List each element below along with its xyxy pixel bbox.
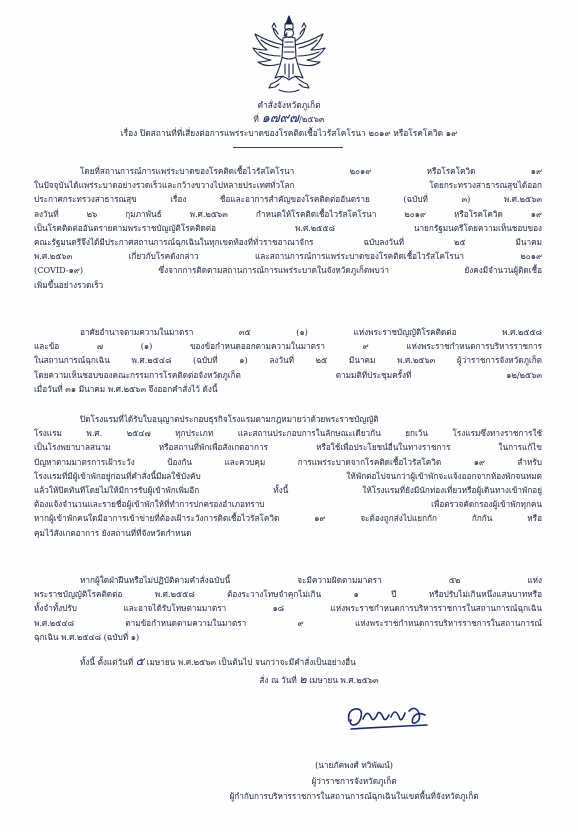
paragraph-line: ในปัจจุบันได้แพร่ระบาดอย่างรวดเร็วและกว้างขวางไปหลายประเทศทั่วโลก โดยกระทรวงสาธารณสุขได้ออก [34, 180, 542, 191]
paragraph-line: พ.ศ.๒๕๖๓ เกี่ยวกับโรคดังกล่าว และสถานการณ์การแพร่ระบาดของโรคติดเชื้อไวรัสโคโรนา ๒๐๑๙ [34, 251, 542, 262]
effective-date [80, 655, 540, 669]
issue-date [0, 673, 578, 687]
paragraph-line: ในสถานการณ์ฉุกเฉิน พ.ศ.๒๕๔๘ (ฉบับที่ ๑) ลงวันที่ ๒๕ มีนาคม พ.ศ.๒๕๖๓ ผู้ว่าราชการจังหวัดภูเก็ต [34, 355, 542, 366]
paragraph-line: เมื่อวันที่ ๓๑ มีนาคม พ.ศ.๒๕๖๓ จึงออกคำสั่งไว้ ดังนี้ [34, 383, 218, 394]
paragraph-line: ปัญหาตามมาตรการเฝ้าระวัง ป้องกัน และควบคุม การแพร่ระบาดจากโรคติดเชื้อไวรัสโควิด ๑๙ สำหรับ [34, 456, 542, 467]
paragraph-penalty [34, 573, 542, 644]
paragraph-line: อาศัยอำนาจตามความในมาตรา ๓๕ (๑) แห่งพระราชบัญญัติโรคติดต่อ พ.ศ.๒๕๕๘ [80, 327, 542, 337]
paragraph-line: เป็นโรงพยาบาลสนาม หรือสถานที่พักเพื่อสังเกตอาการ หรือใช้เพื่อประโยชน์อื่นในทางราชการ ในการแก้ไข [34, 442, 542, 453]
effective-prefix: ทั้งนี้ ตั้งแต่วันที่ [80, 657, 134, 667]
paragraph-line: ทั้งจำทั้งปรับ และอาจได้รับโทษตามมาตรา ๑๘ แห่งพระราชกำหนดการบริหารราชการในสถานการณ์ฉุกเฉิน [34, 603, 542, 614]
order-number-prefix: ที่ [253, 114, 259, 124]
handwritten-signature [343, 697, 435, 735]
paragraph-line: แล้วให้ปิดทันทีโดยไม่ให้มีการรับผู้เข้าพักเพิ่มอีก ทั้งนี้ ให้โรงแรมที่ยังมีนักท่องเที่ยวหรือผู้เดินทางเข้าพักอยู่ [34, 484, 542, 495]
issue-date-prefix: สั่ง ณ วันที่ [259, 675, 297, 685]
effective-day-handwritten: ๕ [135, 655, 145, 668]
issue-date-suffix: เมษายน พ.ศ.๒๕๖๓ [309, 675, 379, 685]
paragraph-line: ปิดโรงแรมที่ได้รับใบอนุญาตประกอบธุรกิจโรงแรมตามกฎหมายว่าด้วยพระราชบัญญัติ [80, 414, 379, 424]
paragraph-line: หากผู้ใดฝ่าฝืนหรือไม่ปฏิบัติตามคำสั่งฉบับนี้ จะมีความผิดตามมาตรา ๕๒ แห่ง [80, 575, 542, 585]
paragraph-line: โดยความเห็นชอบของคณะกรรมการโรคติดต่อจังหวัดภูเก็ต ตามมติที่ประชุมครั้งที่ ๑๒/๒๕๖๓ [34, 369, 542, 380]
paragraph-line: เพิ่มขึ้นอย่างรวดเร็ว [34, 279, 104, 290]
paragraph-line: ฉุกเฉิน พ.ศ.๒๕๔๘ (ฉบับที่ ๑) [34, 631, 140, 642]
signer-title: ผู้ว่าราชการจังหวัดภูเก็ต [311, 776, 397, 786]
header-divider [233, 147, 343, 148]
paragraph-authority [34, 325, 542, 396]
signer-name: (นายภัคพงศ์ ทวิพัฒน์) [315, 760, 393, 770]
paragraph-line: โรงแรม พ.ศ. ๒๕๔๗ ทุกประเภท และสถานประกอบการในลักษณะเดียวกัน ยกเว้น โรงแรมซึ่งทางราชการใช้ [34, 428, 542, 439]
paragraph-line: ลงวันที่ ๒๖ กุมภาพันธ์ พ.ศ.๒๕๖๓ กำหนดให้โรคติดเชื้อไวรัสโคโรนา ๒๐๑๙ หรือโรคโควิด ๑๙ [34, 208, 542, 219]
garuda-emblem-icon [249, 12, 329, 98]
paragraph-line: และข้อ ๗ (๑) ของข้อกำหนดออกตามความในมาตรา ๙ แห่งพระราชกำหนดการบริหารราชการ [34, 341, 542, 352]
order-number [0, 113, 578, 125]
paragraph-line: พ.ศ.๒๕๔๘ ตามข้อกำหนดตามความในมาตรา ๙ แห่งพระราชกำหนดการบริหารราชการในสถานการณ์ [34, 617, 542, 628]
paragraph-line: คณะรัฐมนตรีจึงได้มีประกาศสถานการณ์ฉุกเฉินในทุกเขตท้องที่ทั่วราชอาณาจักร ฉบับลงวันที่ ๒๕ มีนาคม [34, 236, 542, 247]
signer-authority: ผู้กำกับการบริหารราชการในสถานการณ์ฉุกเฉินในเขตพื้นที่จังหวัดภูเก็ต [229, 791, 479, 801]
paragraph-line: หากผู้เข้าพักคนใดมีอาการเข้าข่ายที่ต้องเฝ้าระวังการติดเชื้อไวรัสโควิด ๑๙ จะต้องถูกส่งไปแยกกัก กักกัน หรือ [34, 513, 542, 524]
order-number-handwritten: ๑๗๙๗ [261, 111, 299, 126]
paragraph-line: คุมไว้สังเกตอาการ ยังสถานที่ที่จังหวัดกำหนด [34, 527, 192, 538]
paragraph-line: ต้องแจ้งจำนวนและรายชื่อผู้เข้าพักให้ที่ทำการปกครองอำเภอทราบ เพื่อตรวจคัดกรองผู้เข้าพักทุกคน [34, 499, 542, 510]
paragraph-line: (COVID-๑๙) ซึ่งจากการติดตามสถานการณ์การแพร่ระบาดในจังหวัดภูเก็ตพบว่า ยังคงมีจำนวนผู้ติดเชื้อ [34, 265, 542, 276]
paragraph-order [34, 412, 542, 540]
effective-suffix: เมษายน พ.ศ.๒๕๖๓ เป็นต้นไป จนกว่าจะมีคำสั่งเป็นอย่างอื่น [146, 657, 356, 667]
paragraph-line: พระราชบัญญัติโรคติดต่อ พ.ศ.๒๕๕๘ ต้องระวางโทษจำคุกไม่เกิน ๑ ปี หรือปรับไม่เกินหนึ่งแสนบาทหรือ [34, 589, 542, 600]
issue-day-handwritten: ๒ [299, 673, 307, 686]
paragraph-line: โรงแรมที่มีผู้เข้าพักอยู่ก่อนที่คำสั่งนี้มีผลใช้บังคับ ให้พักต่อไปจนกว่าผู้เข้าพักจะแจ้งออกจากห้องพักจนหมด [34, 470, 542, 481]
paragraph-line: เป็นโรคติดต่ออันตรายตามพระราชบัญญัติโรคติดต่อ พ.ศ.๒๕๕๘ นายกรัฐมนตรีโดยความเห็นชอบของ [34, 222, 542, 233]
paragraph-line: ประกาศกระทรวงสาธารณสุข เรื่อง ชื่อและอาการสำคัญของโรคติดต่ออันตราย (ฉบับที่ ๓) พ.ศ.๒๕๖๓ [34, 194, 542, 205]
paragraph-background [34, 164, 542, 292]
order-subject: เรื่อง ปิดสถานที่ที่เสี่ยงต่อการแพร่ระบาดของโรคติดเชื้อไวรัสโคโรนา ๒๐๑๙ หรือโรคโควิด ๑๙ [120, 128, 458, 138]
order-number-suffix: /๒๕๖๓ [298, 114, 325, 124]
order-issuer: คำสั่งจังหวัดภูเก็ต [257, 100, 321, 110]
paragraph-line: โดยที่สถานการณ์การแพร่ระบาดของโรคติดเชื้อไวรัสโคโรนา ๒๐๑๙ หรือโรคโควิด ๑๙ [80, 166, 542, 176]
